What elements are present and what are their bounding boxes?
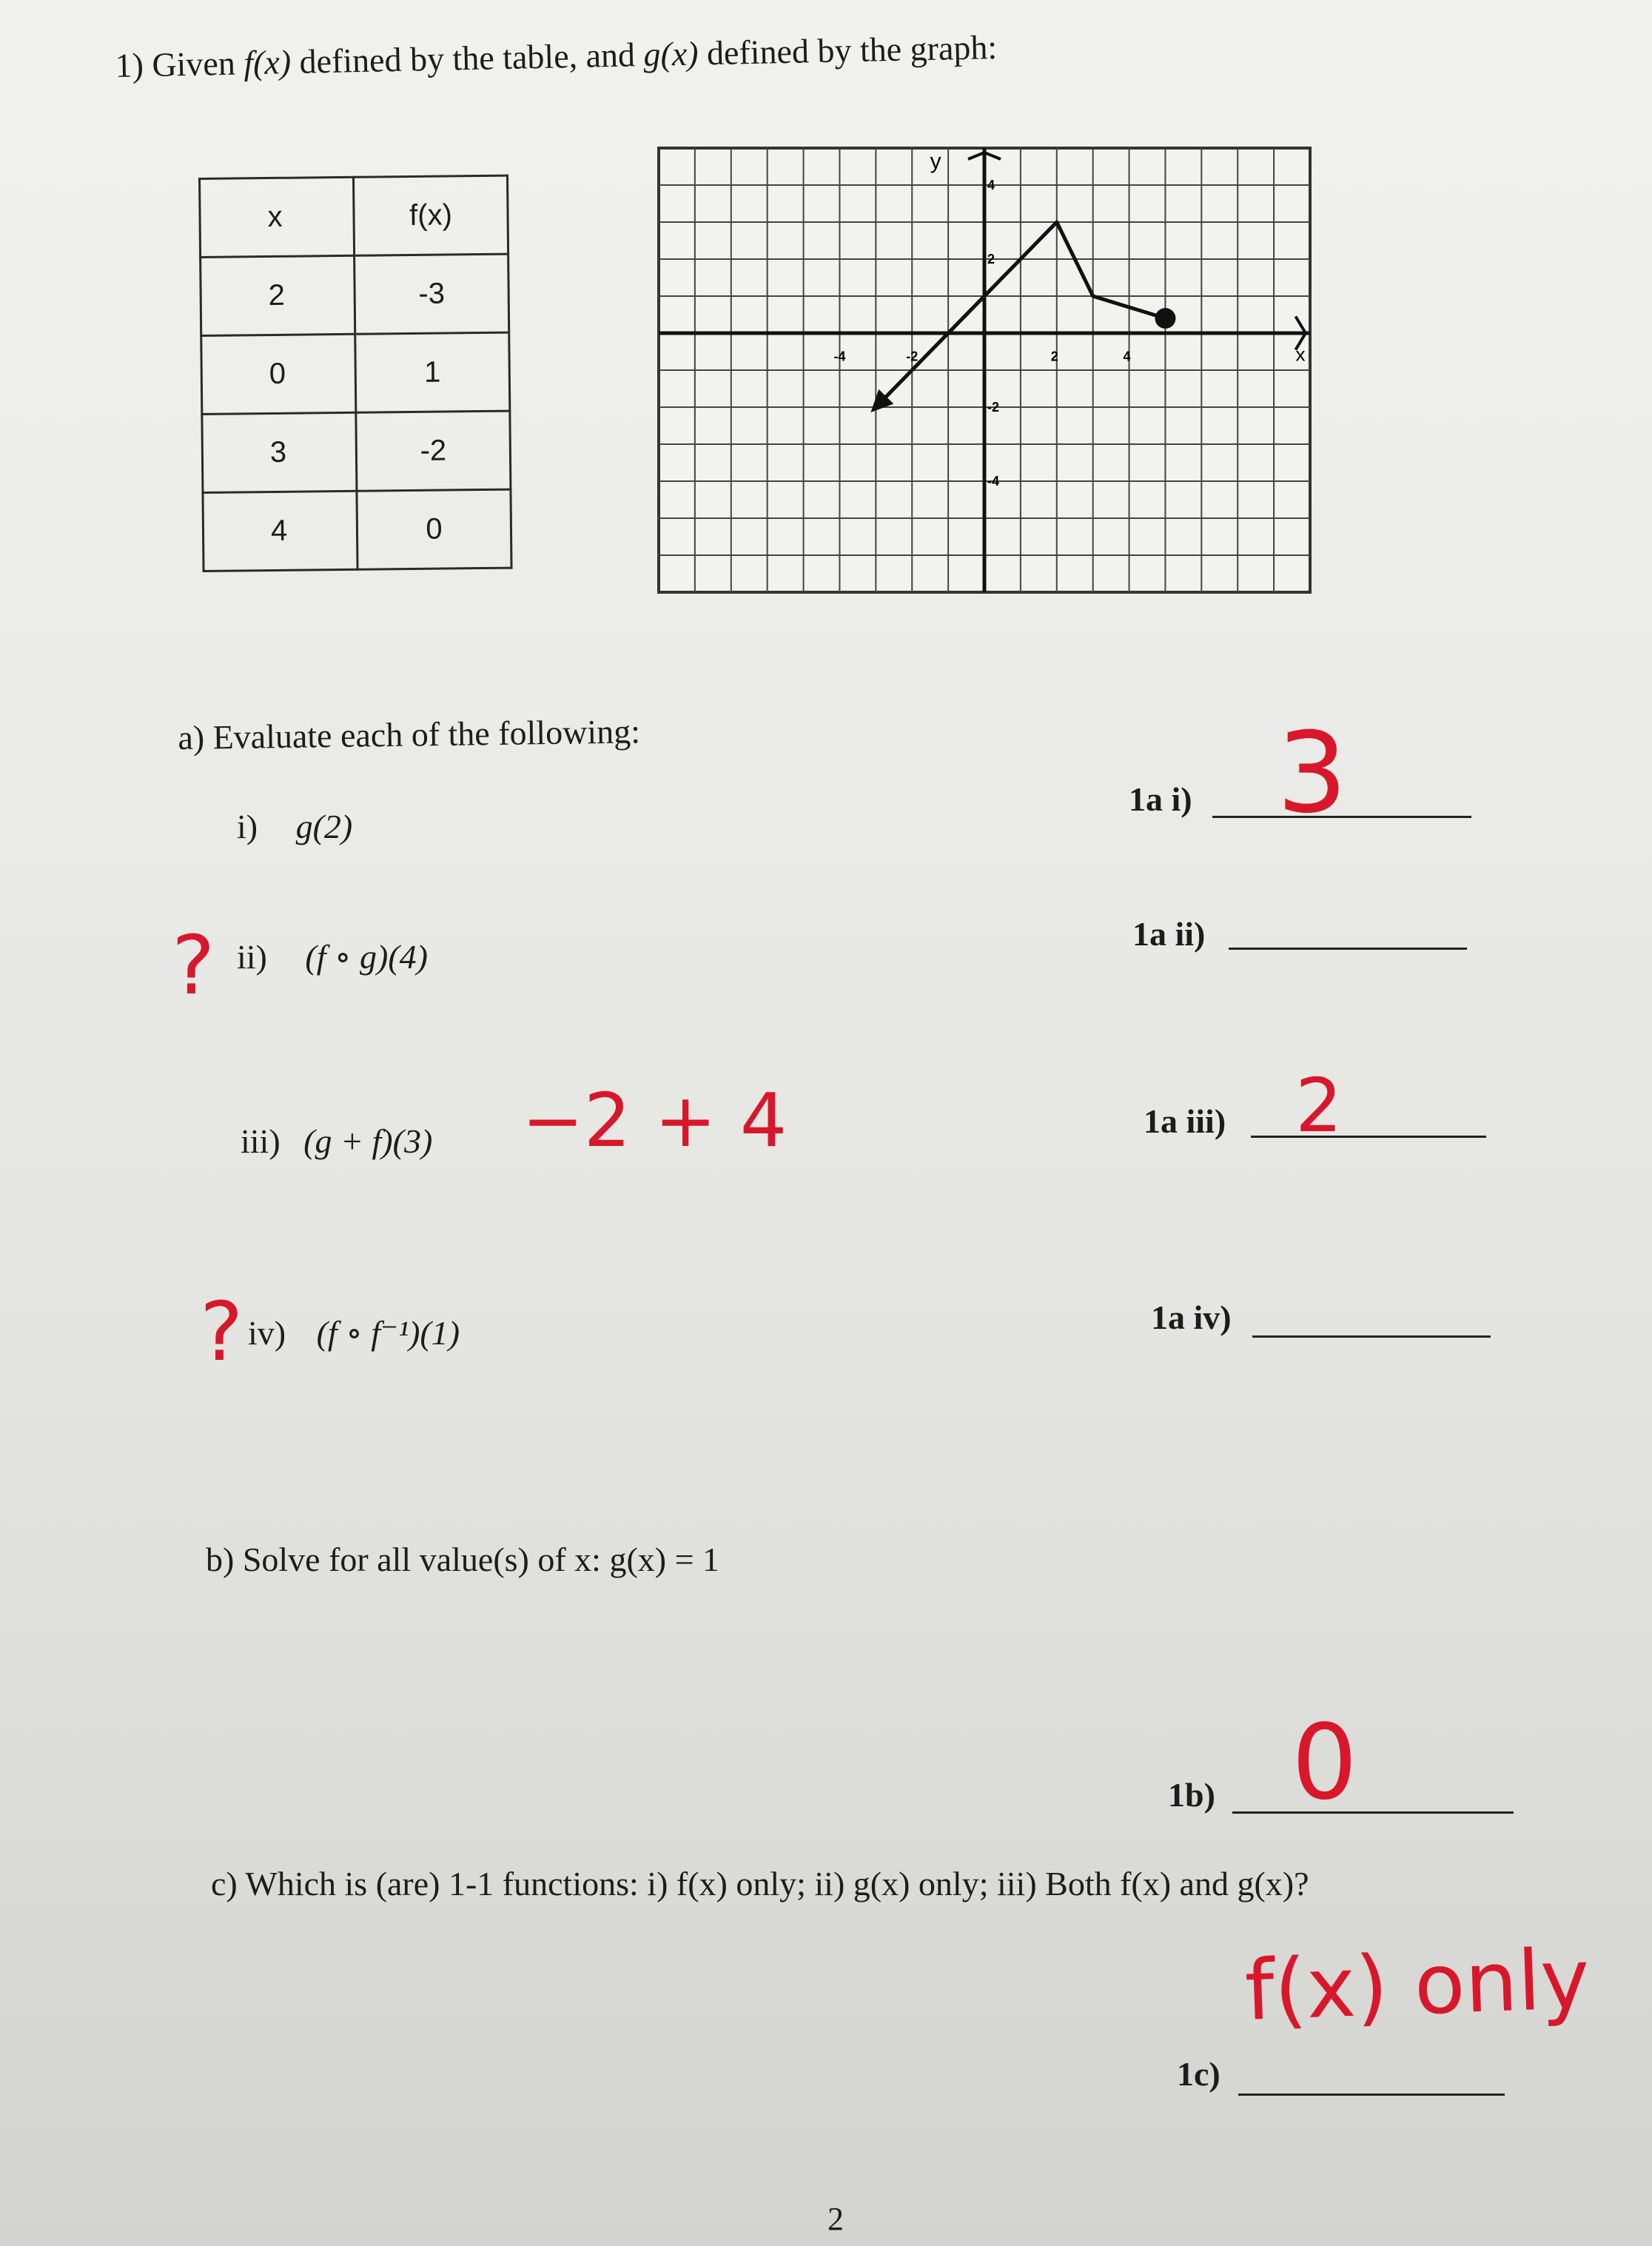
table-cell: 4 xyxy=(203,491,357,571)
g-end-dot xyxy=(1155,308,1175,329)
part-b-question: b) Solve for all value(s) of x: g(x) = 1 xyxy=(206,1541,720,1578)
item-iv xyxy=(248,1313,460,1352)
part-c-question: c) Which is (are) 1-1 functions: i) f(x) only; ii) g(x) only; iii) Both f(x) and g(x)? xyxy=(211,1865,1309,1903)
question-mark-iv: ? xyxy=(200,1284,244,1379)
item-roman: iv) xyxy=(248,1314,286,1352)
item-expr: (f ∘ g)(4) xyxy=(305,938,428,976)
answer-line xyxy=(1238,2094,1505,2096)
table-header-row xyxy=(200,175,508,257)
y-tick-label: 2 xyxy=(987,252,995,266)
table-row xyxy=(202,411,511,492)
item-i xyxy=(237,807,352,846)
problem-intro-end: defined by the graph: xyxy=(706,28,998,73)
x-tick-label: -2 xyxy=(906,349,919,364)
y-tick-label: -4 xyxy=(987,474,1000,489)
g-graph xyxy=(651,141,1317,600)
item-expr: g(2) xyxy=(295,808,353,845)
table-header-fx: f(x) xyxy=(354,175,508,255)
y-tick-label: -2 xyxy=(987,400,1000,415)
table-header-x: x xyxy=(200,177,355,257)
x-tick-label: -4 xyxy=(833,349,846,364)
work-1a-iii: −2 + 4 xyxy=(522,1077,788,1164)
item-iii xyxy=(241,1122,432,1161)
part-a-heading: a) Evaluate each of the following: xyxy=(178,712,641,757)
problem-intro-mid: defined by the table, and xyxy=(299,36,636,81)
table-cell: 0 xyxy=(201,334,356,414)
problem-number: 1) xyxy=(115,46,144,84)
y-tick-label: 4 xyxy=(987,178,995,192)
answer-1a-iii: 2 xyxy=(1295,1062,1343,1149)
answer-line xyxy=(1251,1136,1486,1138)
table-cell: 0 xyxy=(357,489,511,569)
answer-label-1c: 1c) xyxy=(1177,2055,1220,2093)
item-roman: iii) xyxy=(241,1122,281,1160)
answer-label-1a-iii: 1a iii) xyxy=(1144,1102,1226,1140)
answer-line xyxy=(1232,1811,1514,1814)
x-tick-label: 4 xyxy=(1123,349,1131,364)
item-expr: (f ∘ f⁻¹)(1) xyxy=(316,1314,460,1352)
f-table xyxy=(198,175,513,572)
question-mark-ii: ? xyxy=(172,918,215,1013)
answer-1b: 0 xyxy=(1292,1703,1358,1823)
table-row xyxy=(203,489,511,571)
problem-heading xyxy=(115,27,998,85)
table-row xyxy=(201,332,510,414)
table-cell: 3 xyxy=(202,412,357,492)
answer-label-1b: 1b) xyxy=(1168,1776,1215,1814)
answer-line xyxy=(1252,1335,1491,1338)
answer-label-1a-i: 1a i) xyxy=(1129,780,1192,818)
item-roman: i) xyxy=(237,808,258,845)
table-row xyxy=(201,254,509,335)
table-cell: 1 xyxy=(355,332,510,412)
g-name: g(x) xyxy=(642,34,699,74)
f-name: f(x) xyxy=(243,43,292,82)
x-tick-label: 2 xyxy=(1050,349,1058,364)
answer-line xyxy=(1229,948,1467,950)
y-axis-label: y xyxy=(930,149,941,174)
problem-intro: Given xyxy=(151,44,236,84)
answer-label-1a-iv: 1a iv) xyxy=(1151,1298,1232,1336)
x-axis-label: x xyxy=(1295,343,1306,366)
item-expr: (g + f)(3) xyxy=(303,1122,433,1160)
answer-1a-i: 3 xyxy=(1277,709,1348,838)
item-roman: ii) xyxy=(237,938,267,976)
table-cell: -2 xyxy=(356,411,511,491)
item-ii xyxy=(237,936,428,976)
answer-label-1a-ii: 1a ii) xyxy=(1132,915,1206,953)
page-number: 2 xyxy=(827,2201,844,2237)
answer-1c: f(x) only xyxy=(1243,1931,1591,2039)
table-cell: 2 xyxy=(201,255,355,335)
table-cell: -3 xyxy=(355,254,509,334)
